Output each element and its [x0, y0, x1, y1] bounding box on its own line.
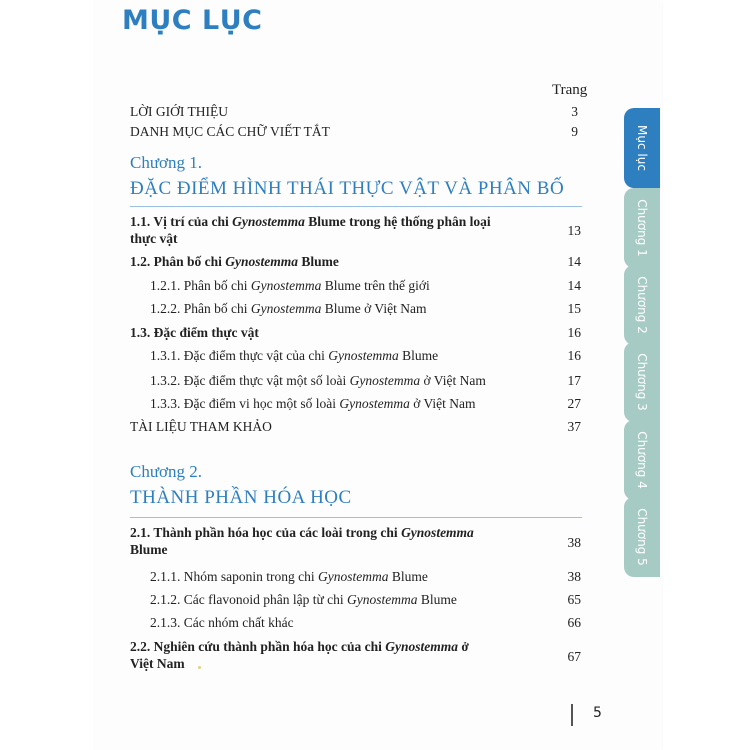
toc-entry-2-1-1[interactable]: [150, 568, 581, 585]
toc-entry-text: 2.1.1. Nhóm saponin trong chi: [150, 569, 318, 584]
toc-entry-page: 38: [567, 569, 581, 584]
toc-entry-2-1-2[interactable]: [150, 591, 581, 608]
tab-chuong-2[interactable]: [624, 265, 660, 345]
toc-entry-text: 1.3.2. Đặc điểm thực vật một số loài: [150, 373, 350, 388]
toc-entry-page: 15: [567, 301, 581, 316]
toc-entry-page: 38: [567, 535, 581, 550]
toc-entry-references[interactable]: [130, 418, 581, 435]
toc-entry-text: Việt Nam: [130, 656, 185, 671]
toc-entry-text: ở: [458, 639, 469, 654]
toc-entry-text: 1.3.1. Đặc điểm thực vật của chi: [150, 348, 329, 363]
toc-entry-1-1[interactable]: [130, 213, 581, 230]
toc-entry-2-1-cont[interactable]: [130, 535, 581, 558]
toc-entry-text: 2.1. Thành phần hóa học của các loài trong chi: [130, 525, 402, 540]
toc-entry-label: LỜI GIỚI THIỆU: [130, 104, 228, 119]
toc-entry-text: Blume: [388, 569, 428, 584]
tab-label: Chương 4: [635, 431, 650, 489]
toc-entry-text: 2.1.3. Các nhóm chất khác: [150, 615, 294, 630]
print-speck: [198, 666, 201, 669]
page-number-bar: [571, 704, 573, 726]
tab-label: Chương 5: [635, 508, 650, 566]
toc-entry-text: Blume: [398, 348, 439, 363]
toc-entry-page: 67: [567, 649, 581, 664]
chapter-1-divider: [130, 206, 582, 207]
toc-entry-page: 14: [567, 254, 581, 269]
toc-entry-page: 14: [567, 278, 581, 293]
toc-entry-text: Blume trong hệ thống phân loại: [304, 214, 491, 229]
page-number: 5: [593, 705, 602, 721]
toc-entry-text: 1.2.1. Phân bố chi: [150, 278, 251, 293]
toc-entry-text: TÀI LIỆU THAM KHẢO: [130, 419, 272, 434]
toc-entry-text: 1.3. Đặc điểm thực vật: [130, 325, 259, 340]
toc-entry-1-3-2[interactable]: [150, 372, 581, 389]
chapter-1-label: Chương 1.: [130, 153, 203, 172]
tab-label: Mục lục: [635, 125, 650, 171]
toc-entry-text: Blume trên thế giới: [321, 278, 430, 293]
toc-entry-text: 2.2. Nghiên cứu thành phần hóa học của chi: [130, 639, 386, 654]
toc-entry-2-1-3[interactable]: [150, 614, 581, 631]
tab-label: Chương 3: [635, 353, 650, 411]
tab-chuong-3[interactable]: [624, 342, 660, 422]
toc-entry-1-2-1[interactable]: [150, 277, 581, 294]
tab-label: Chương 2: [635, 276, 650, 334]
toc-entry-1-3-3[interactable]: [150, 395, 581, 412]
toc-entry-page: 37: [567, 419, 581, 434]
toc-entry-text: Blume: [298, 254, 339, 269]
toc-entry-page: 9: [571, 124, 578, 139]
toc-entry-genus: Gynostemma: [401, 525, 474, 540]
toc-entry-text: 1.3.3. Đặc điểm vi học một số loài: [150, 396, 340, 411]
toc-entry-1-3-1[interactable]: [150, 347, 581, 364]
tab-muc-luc[interactable]: [624, 108, 660, 188]
toc-entry-genus: Gynostemma: [328, 348, 399, 363]
chapter-1-title[interactable]: ĐẶC ĐIỂM HÌNH THÁI THỰC VẬT VÀ PHÂN BỐ: [130, 178, 565, 199]
toc-entry-text: Blume ở Việt Nam: [321, 301, 427, 316]
toc-entry-page: 17: [567, 373, 581, 388]
toc-entry-genus: Gynostemma: [349, 373, 421, 388]
toc-entry-genus: Gynostemma: [347, 592, 418, 607]
tab-chuong-1[interactable]: [624, 188, 660, 268]
page-column-header: Trang: [552, 82, 588, 98]
chapter-2-divider: [130, 517, 582, 518]
toc-entry-text: ở Việt Nam: [420, 373, 486, 388]
toc-entry-intro[interactable]: [130, 103, 578, 120]
page-title: MỤC LỤC: [122, 5, 263, 36]
toc-entry-2-2-cont[interactable]: [130, 649, 581, 672]
toc-entry-text: 1.2. Phân bố chi: [130, 254, 226, 269]
toc-entry-page: 65: [567, 592, 581, 607]
toc-entry-2-2[interactable]: [130, 638, 581, 655]
toc-entry-genus: Gynostemma: [225, 254, 299, 269]
toc-entry-1-1-cont[interactable]: [130, 223, 581, 247]
chapter-2-title[interactable]: THÀNH PHẦN HÓA HỌC: [130, 487, 352, 508]
toc-entry-text: 1.2.2. Phân bố chi: [150, 301, 251, 316]
toc-entry-1-2-2[interactable]: [150, 300, 581, 317]
toc-entry-genus: Gynostemma: [250, 278, 322, 293]
toc-entry-label: DANH MỤC CÁC CHỮ VIẾT TẮT: [130, 124, 330, 139]
tab-label: Chương 1: [635, 199, 650, 257]
tab-chuong-5[interactable]: [624, 497, 660, 577]
toc-entry-1-3[interactable]: [130, 324, 581, 341]
toc-entry-page: 16: [567, 348, 581, 363]
chapter-2-label: Chương 2.: [130, 462, 203, 481]
toc-entry-text: Blume: [130, 542, 168, 557]
toc-entry-text: thực vật: [130, 231, 178, 246]
toc-entry-2-1[interactable]: [130, 524, 581, 541]
toc-entry-genus: Gynostemma: [318, 569, 389, 584]
toc-entry-text: ở Việt Nam: [409, 396, 476, 411]
tab-chuong-4[interactable]: [624, 420, 660, 500]
toc-entry-1-2[interactable]: [130, 253, 581, 270]
toc-entry-text: 1.1. Vị trí của chi: [130, 214, 233, 229]
toc-entry-genus: Gynostemma: [339, 396, 410, 411]
toc-entry-page: 3: [571, 104, 578, 119]
toc-entry-page: 66: [567, 615, 581, 630]
toc-entry-page: 16: [567, 325, 581, 340]
toc-entry-text: Blume: [417, 592, 457, 607]
toc-entry-text: 2.1.2. Các flavonoid phân lập từ chi: [150, 592, 348, 607]
toc-entry-genus: Gynostemma: [250, 301, 322, 316]
toc-entry-page: 13: [567, 223, 581, 238]
toc-entry-page: 27: [567, 396, 581, 411]
toc-entry-genus: Gynostemma: [385, 639, 459, 654]
toc-entry-genus: Gynostemma: [232, 214, 305, 229]
toc-entry-abbreviations[interactable]: [130, 123, 578, 140]
